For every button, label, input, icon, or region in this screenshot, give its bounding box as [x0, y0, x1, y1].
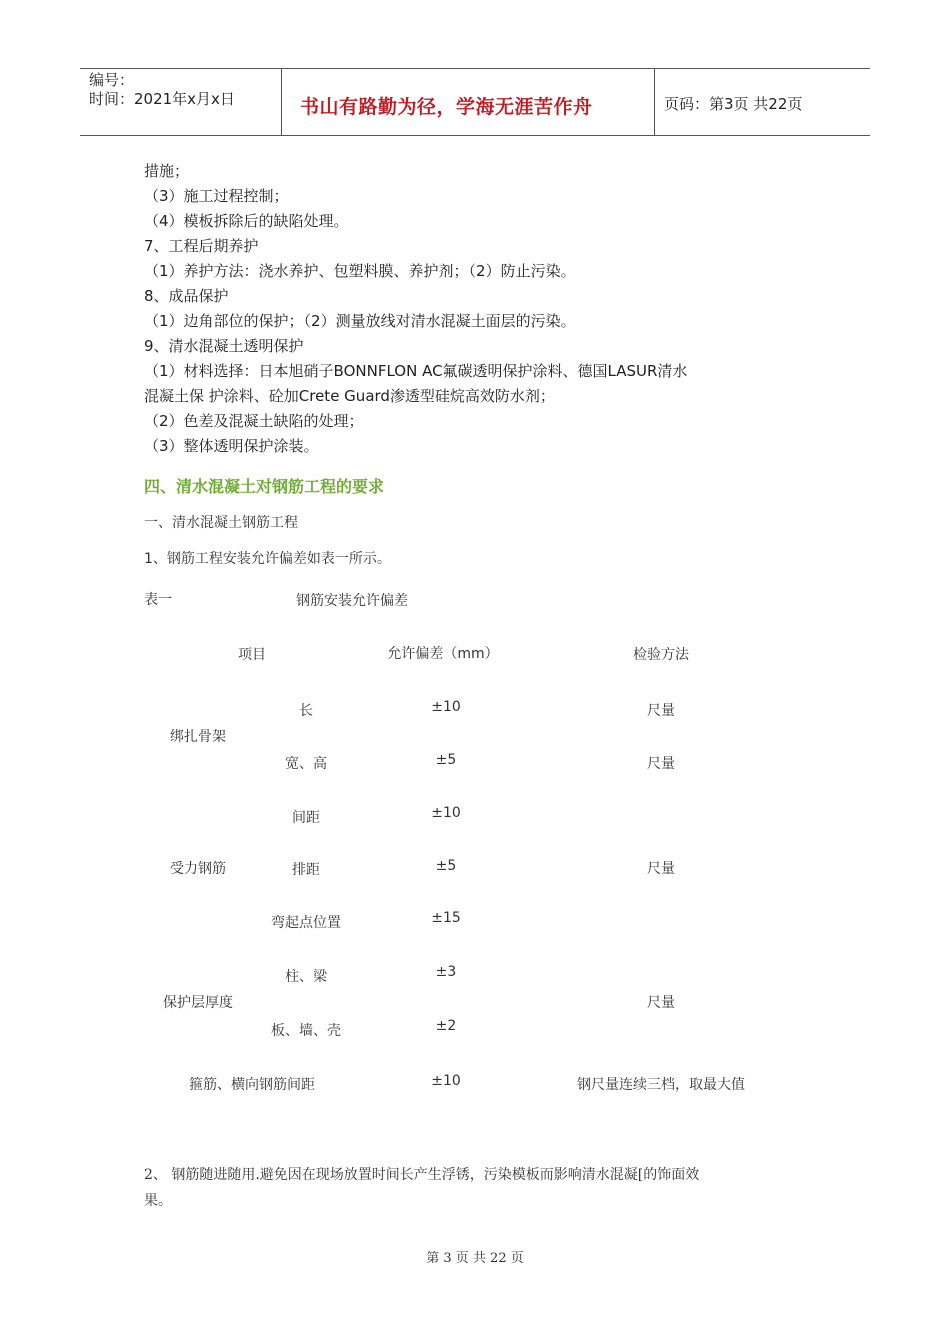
table-group-label: 受力钢筋 [170, 861, 226, 877]
table-cell-item: 弯起点位置 [271, 915, 341, 931]
body-line: 措施； [144, 162, 190, 180]
page-footer: 第 3 页 共 22 页 [426, 1251, 524, 1266]
body-line: （1）养护方法：浇水养护、包塑料膜、养护剂；（2）防止污染。 [144, 262, 576, 280]
body-line: 7、工程后期养护 [144, 237, 259, 255]
body-line: （3）施工过程控制； [144, 187, 289, 205]
table-cell-tolerance: ±5 [435, 858, 457, 874]
table-cell-method: 钢尺量连续三档，取最大值 [577, 1077, 745, 1093]
header-page-label: 页码：第3页 共22页 [664, 95, 803, 113]
section-intro: 1、钢筋工程安装允许偏差如表一所示。 [144, 551, 391, 567]
body-line: 混凝土保 护涂料、砼加Crete Guard渗透型硅烷高效防水剂； [144, 387, 555, 405]
table-cell-item: 间距 [292, 810, 320, 826]
table-cell-method: 尺量 [647, 861, 675, 877]
table-title: 钢筋安装允许偏差 [296, 593, 408, 609]
table-cell-method: 尺量 [647, 995, 675, 1011]
table-header-item: 项目 [238, 647, 266, 663]
table-group-label: 绑扎骨架 [170, 729, 226, 745]
table-cell-tolerance: ±3 [435, 964, 457, 980]
body-line: （4）模板拆除后的缺陷处理。 [144, 212, 349, 230]
section-heading: 四、清水混凝土对钢筋工程的要求 [144, 477, 385, 496]
table-cell-tolerance: ±2 [435, 1018, 457, 1034]
table-header-tolerance: 允许偏差（mm） [387, 646, 499, 662]
table-cell-item: 箍筋、横向钢筋间距 [189, 1077, 315, 1093]
header-bottom-rule [80, 135, 870, 136]
table-cell-tolerance: ±10 [431, 805, 461, 821]
body-line: （1）边角部位的保护；（2）测量放线对清水混凝土面层的污染。 [144, 312, 576, 330]
section-subheading: 一、清水混凝土钢筋工程 [144, 515, 298, 531]
body-line: （2）色差及混凝土缺陷的处理； [144, 412, 364, 430]
header-time-label: 时间：2021年x月x日 [89, 90, 235, 108]
table-cell-tolerance: ±15 [431, 910, 461, 926]
table-cell-item: 柱、梁 [285, 969, 327, 985]
closing-line: 果。 [144, 1193, 172, 1209]
header-motto: 书山有路勤为径，学海无涯苦作舟 [300, 96, 593, 118]
table-cell-method: 尺量 [647, 756, 675, 772]
body-line: （1）材料选择：日本旭硝子BONNFLON AC氟碳透明保护涂料、德国LASUR清水 [144, 362, 688, 380]
body-line: （3）整体透明保护涂装。 [144, 437, 319, 455]
header-divider-left [281, 68, 282, 136]
table-cell-tolerance: ±5 [435, 752, 457, 768]
table-header-method: 检验方法 [633, 647, 689, 663]
table-cell-tolerance: ±10 [431, 699, 461, 715]
body-line: 8、成品保护 [144, 287, 229, 305]
closing-line: 2、 钢筋随进随用.避免因在现场放置时间长产生浮锈，污染模板而影响清水混凝[的饰面效 [144, 1167, 700, 1183]
table-cell-item: 宽、高 [285, 756, 327, 772]
body-line: 9、清水混凝土透明保护 [144, 337, 304, 355]
table-label: 表一 [144, 592, 172, 608]
header-divider-right [654, 68, 655, 136]
table-group-label: 保护层厚度 [163, 995, 233, 1011]
table-cell-item: 长 [299, 703, 313, 719]
header-number-label: 编号： [89, 71, 135, 89]
table-cell-item: 排距 [292, 862, 320, 878]
header-top-rule [80, 68, 870, 69]
table-cell-method: 尺量 [647, 703, 675, 719]
table-cell-item: 板、墙、壳 [271, 1023, 341, 1039]
table-cell-tolerance: ±10 [431, 1073, 461, 1089]
